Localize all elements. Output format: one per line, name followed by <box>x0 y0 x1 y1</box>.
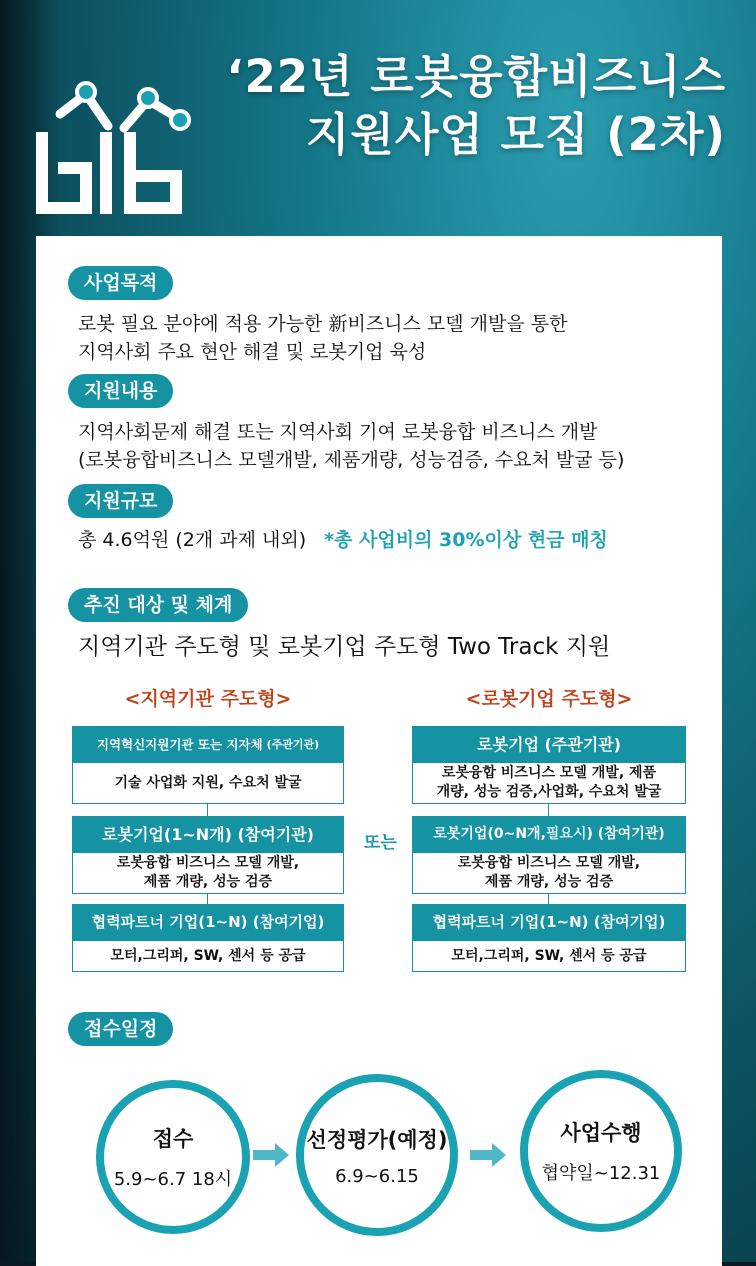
purpose-line-1: 로봇 필요 분야에 적용 가능한 新비즈니스 모델 개발을 통한 <box>78 313 568 335</box>
arrow-right-icon <box>470 1143 506 1167</box>
content-line-2: (로봇융합비즈니스 모델개발, 제품개량, 성능검증, 수요처 발굴 등) <box>78 449 625 471</box>
scale-line <box>78 526 608 554</box>
schedule-label: 접수일정 <box>68 1012 173 1046</box>
robot-arm-logo-icon <box>28 70 198 230</box>
robot-part-body <box>412 852 686 894</box>
regional-part-head: 로봇기업(1~N개) (참여기관) <box>72 816 344 852</box>
robot-partner-body: 모터,그리퍼, SW, 센서 등 공급 <box>412 940 686 972</box>
step-receive-title: 접수 <box>152 1127 194 1151</box>
step-evaluation-date: 6.9~6.15 <box>335 1165 419 1187</box>
robot-track-title: <로봇기업 주도형> <box>465 688 633 710</box>
regional-lead-head-text: 지역혁신지원기관 또는 지자체 <box>96 736 263 752</box>
robot-part-head-a: 로봇기업(0~N개, <box>433 825 546 842</box>
or-label: 또는 <box>364 833 397 853</box>
regional-track-title: <지역기관 주도형> <box>124 688 292 710</box>
robot-partner-head: 협력파트너 기업(1~N) (참여기업) <box>412 904 686 940</box>
title-line-2: 지원사업 모집 (2차) <box>305 108 726 161</box>
step-execution-date: 협약일~12.31 <box>541 1163 661 1184</box>
regional-part-body <box>72 852 344 894</box>
robot-lead-head: 로봇기업 (주관기관) <box>412 726 686 762</box>
content-label: 지원내용 <box>68 374 173 408</box>
robot-lead-body <box>412 762 686 804</box>
regional-part-body-line-1: 로봇융합 비즈니스 모델 개발, <box>116 855 300 871</box>
scale-label: 지원규모 <box>68 484 173 518</box>
robot-part-body-line-2: 제품 개량, 성능 검증 <box>484 874 614 890</box>
robot-part-head <box>412 816 686 852</box>
step-receive <box>96 1080 250 1234</box>
robot-lead-body-line-2: 개량, 성능 검증,사업화, 수요처 발굴 <box>436 784 662 800</box>
content-line-1: 지역사회문제 해결 또는 지역사회 기여 로봇융합 비즈니스 개발 <box>78 421 598 443</box>
regional-lead-body: 기술 사업화 지원, 수요처 발굴 <box>72 762 344 804</box>
scale-amount: 총 4.6억원 (2개 과제 내외) <box>78 529 307 551</box>
robot-part-head-b: ) (참여기관) <box>586 825 665 842</box>
step-evaluation <box>296 1074 458 1236</box>
purpose-label: 사업목적 <box>68 266 173 300</box>
step-execution <box>520 1070 682 1232</box>
step-evaluation-title: 선정평가(예정) <box>306 1127 448 1152</box>
target-label: 추진 대상 및 체계 <box>68 588 248 622</box>
regional-partner-head: 협력파트너 기업(1~N) (참여기업) <box>72 904 344 940</box>
target-headline: 지역기관 주도형 및 로봇기업 주도형 Two Track 지원 <box>78 634 611 660</box>
regional-partner-body: 모터,그리퍼, SW, 센서 등 공급 <box>72 940 344 972</box>
page-title <box>226 48 726 164</box>
robot-part-body-line-1: 로봇융합 비즈니스 모델 개발, <box>457 855 641 871</box>
scale-note: *총 사업비의 30%이상 현금 매칭 <box>324 529 608 551</box>
step-execution-title: 사업수행 <box>560 1121 642 1145</box>
robot-lead-body-line-1: 로봇융합 비즈니스 모델 개발, 제품 <box>441 765 657 781</box>
regional-part-body-line-2: 제품 개량, 성능 검증 <box>143 874 273 890</box>
robot-part-head-highlight: 필요시 <box>545 825 587 842</box>
purpose-line-2: 지역사회 주요 현안 해결 및 로봇기업 육성 <box>78 341 427 363</box>
step-receive-date: 5.9~6.7 18시 <box>113 1169 233 1190</box>
title-line-1: ‘22년 로봇융합비즈니스 <box>226 50 726 103</box>
arrow-right-icon <box>253 1143 289 1167</box>
regional-lead-head-suffix: (주관기관) <box>266 737 320 751</box>
regional-lead-head <box>72 726 344 762</box>
